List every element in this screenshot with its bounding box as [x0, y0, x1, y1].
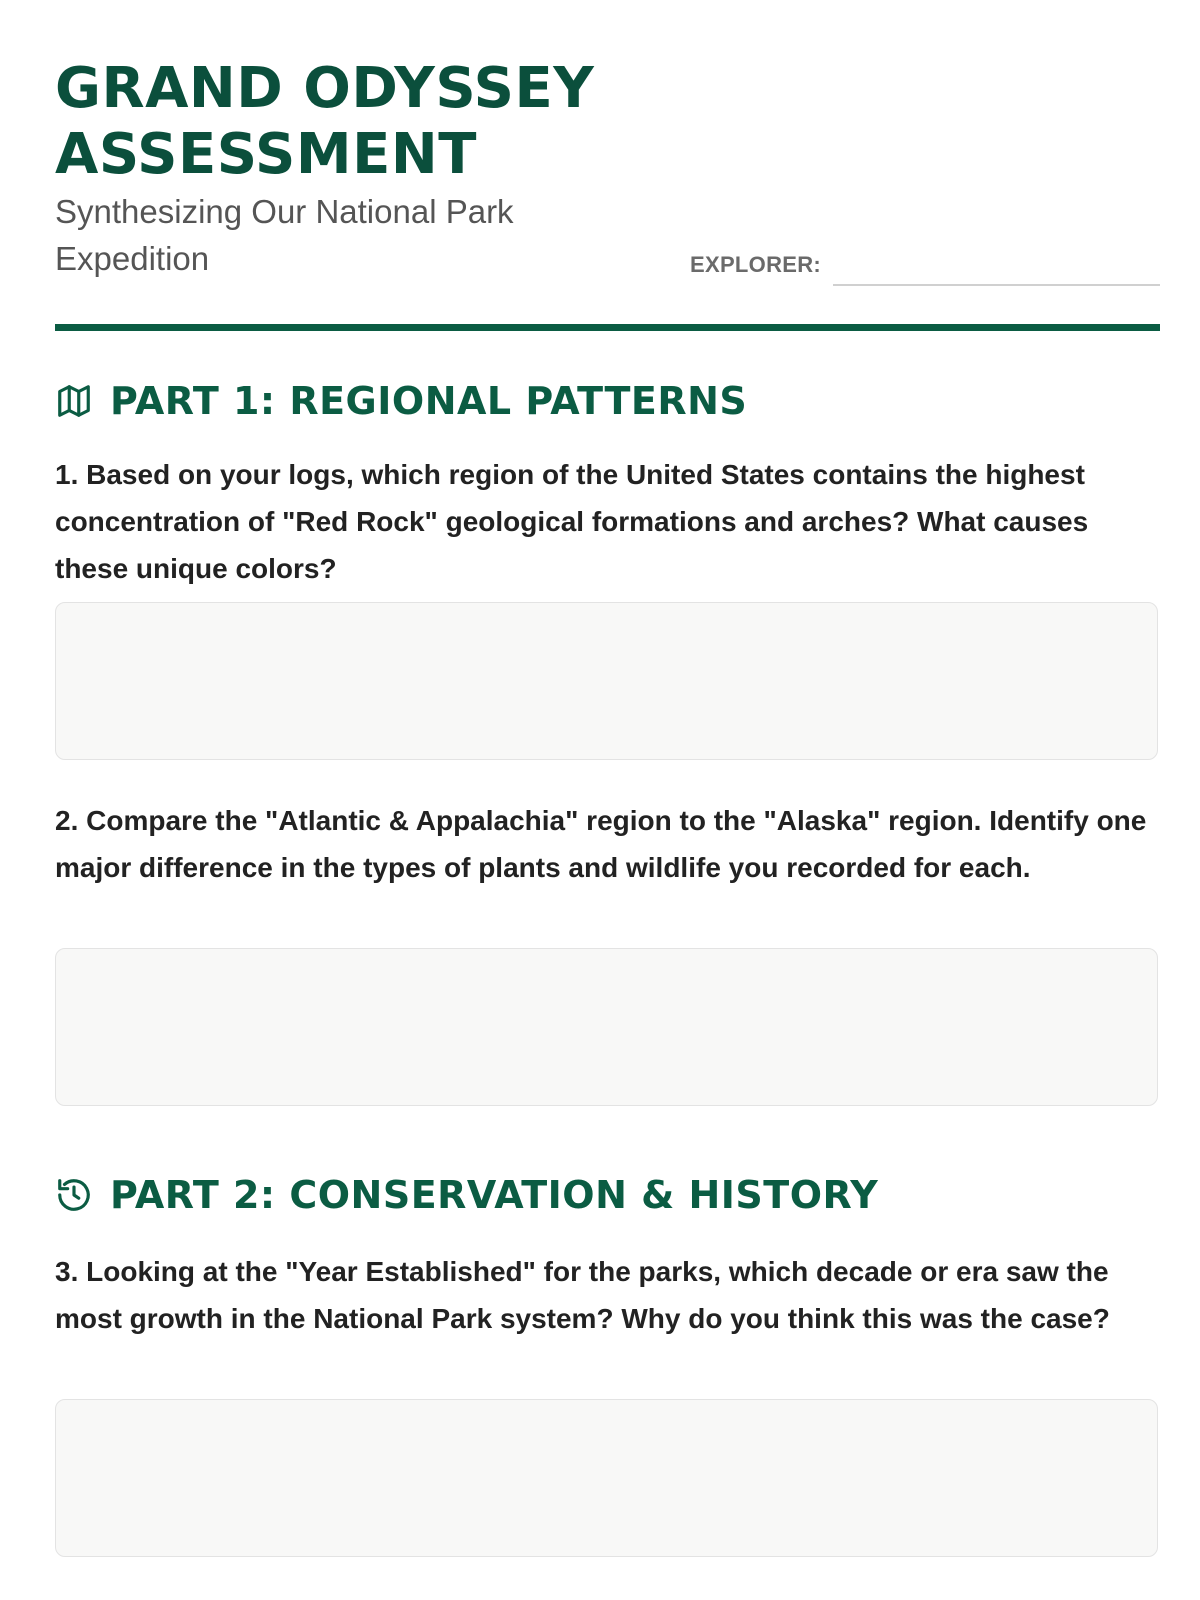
page-subtitle: Synthesizing Our National Park Expedition	[55, 193, 514, 277]
answer-box-2[interactable]	[55, 948, 1158, 1106]
history-icon	[55, 1176, 93, 1214]
explorer-label: EXPLORER:	[690, 252, 822, 277]
question-2: 2. Compare the "Atlantic & Appalachia" region to the "Alaska" region. Identify one major difference in the types of plants and wildlife you recorded for each.	[55, 805, 1147, 883]
part-2-heading	[55, 1170, 878, 1220]
map-icon	[55, 382, 93, 420]
answer-box-1[interactable]	[55, 602, 1158, 760]
question-1: 1. Based on your logs, which region of the United States contains the highest concentration of "Red Rock" geological formations and arches? What causes these unique colors?	[55, 459, 1089, 584]
question-3: 3. Looking at the "Year Established" for the parks, which decade or era saw the most growth in the National Park system? Why do you think this was the case?	[55, 1256, 1110, 1334]
explorer-name-field	[690, 246, 1160, 284]
part-2-heading-text: PART 2: CONSERVATION & HISTORY	[110, 1173, 879, 1217]
page-title: GRAND ODYSSEY ASSESSMENT	[55, 56, 595, 187]
worksheet-header	[55, 56, 1160, 332]
part-1-heading	[55, 376, 747, 426]
explorer-name-input[interactable]	[833, 252, 1160, 286]
part-1-heading-text: PART 1: REGIONAL PATTERNS	[110, 379, 748, 423]
worksheet-page	[55, 56, 1160, 1334]
header-divider	[55, 324, 1160, 331]
answer-box-3[interactable]	[55, 1399, 1158, 1557]
